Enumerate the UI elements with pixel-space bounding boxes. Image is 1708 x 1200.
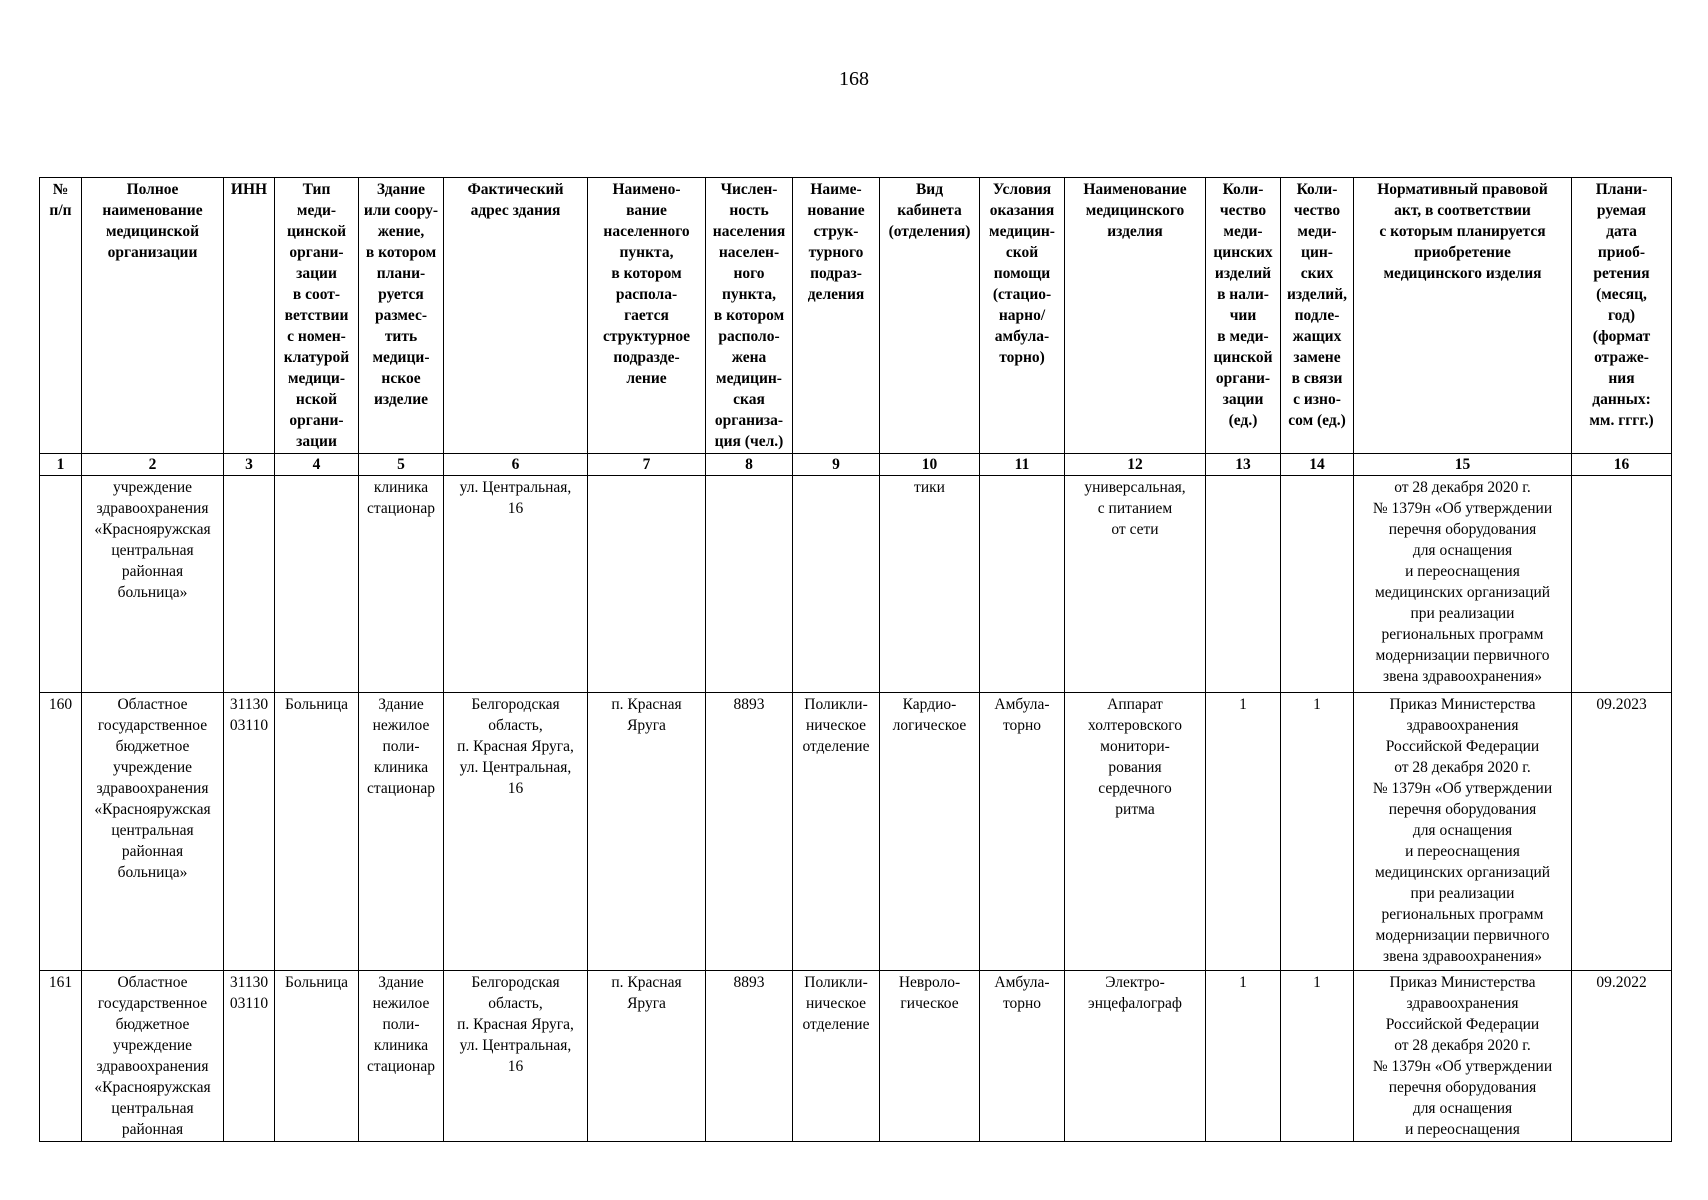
column-number: 5 [359, 454, 444, 476]
cell-address: ул. Центральная, 16 [444, 476, 588, 693]
column-number-row [40, 454, 1672, 476]
cell-inn: 31130 03110 [224, 693, 275, 971]
table-row [40, 971, 1672, 1142]
page-number: 168 [839, 68, 869, 90]
column-number: 2 [82, 454, 224, 476]
column-number: 4 [275, 454, 359, 476]
cell-org-type: Больница [275, 693, 359, 971]
cell-qty-replace: 1 [1281, 693, 1354, 971]
cell-unit [793, 476, 880, 693]
cell-device: Аппарат холтеровского монитори- рования сердечного ритма [1065, 693, 1206, 971]
cell-org-type: Больница [275, 971, 359, 1142]
header-qty-have: Коли- чество меди- цинских изделий в нали- чии в меди- цинской органи- зации (ед.) [1206, 178, 1281, 454]
header-row [40, 178, 1672, 454]
cell-conditions: Амбула- торно [980, 693, 1065, 971]
cell-purchase-date [1572, 476, 1672, 693]
column-number: 10 [880, 454, 980, 476]
cell-settlement: п. Красная Яруга [588, 971, 706, 1142]
cell-purchase-date: 09.2022 [1572, 971, 1672, 1142]
header-org-name: Полное наименование медицинской организации [82, 178, 224, 454]
cell-org-name: Областное государственное бюджетное учреждение здравоохранения «Краснояружская центральная районная [82, 971, 224, 1142]
header-address: Фактический адрес здания [444, 178, 588, 454]
header-unit: Наиме- нование струк- турного подраз- деления [793, 178, 880, 454]
cell-org-type [275, 476, 359, 693]
column-number: 13 [1206, 454, 1281, 476]
cell-population [706, 476, 793, 693]
cell-inn: 31130 03110 [224, 971, 275, 1142]
column-number: 7 [588, 454, 706, 476]
cell-qty-replace: 1 [1281, 971, 1354, 1142]
table-row [40, 476, 1672, 693]
header-cabinet: Вид кабинета (отделения) [880, 178, 980, 454]
cell-unit: Поликли- ническое отделение [793, 971, 880, 1142]
column-number: 14 [1281, 454, 1354, 476]
cell-address: Белгородская область, п. Красная Яруга, ул. Центральная, 16 [444, 693, 588, 971]
header-settlement: Наимено- вание населенного пункта, в котором распола- гается структурное подразде- ление [588, 178, 706, 454]
column-number: 9 [793, 454, 880, 476]
column-number: 12 [1065, 454, 1206, 476]
column-number: 8 [706, 454, 793, 476]
cell-org-name: Областное государственное бюджетное учреждение здравоохранения «Краснояружская центральная районная больница» [82, 693, 224, 971]
column-number: 16 [1572, 454, 1672, 476]
cell-number: 160 [40, 693, 82, 971]
cell-settlement: п. Красная Яруга [588, 693, 706, 971]
cell-building: клиника стационар [359, 476, 444, 693]
header-org-type: Тип меди- цинской органи- зации в соот- ветствии с номен- клатурой медици- нской органи- зации [275, 178, 359, 454]
cell-population: 8893 [706, 693, 793, 971]
table-row [40, 693, 1672, 971]
column-number: 1 [40, 454, 82, 476]
header-building: Здание или соору- жение, в котором плани- руется размес- тить медици- нское изделие [359, 178, 444, 454]
header-population: Числен- ность населения населен- ного пункта, в котором располо- жена медицин- ская организа- ция (чел.) [706, 178, 793, 454]
cell-purchase-date: 09.2023 [1572, 693, 1672, 971]
cell-building: Здание нежилое поли- клиника стационар [359, 971, 444, 1142]
cell-cabinet: Кардио- логическое [880, 693, 980, 971]
cell-device: Электро- энцефалограф [1065, 971, 1206, 1142]
cell-cabinet: тики [880, 476, 980, 693]
header-conditions: Условия оказания медицин- ской помощи (стацио- нарно/ амбула- торно) [980, 178, 1065, 454]
cell-number: 161 [40, 971, 82, 1142]
column-number: 3 [224, 454, 275, 476]
cell-population: 8893 [706, 971, 793, 1142]
equipment-table [39, 177, 1672, 1142]
header-purchase-date: Плани- руемая дата приоб- ретения (месяц, год) (формат отраже- ния данных: мм. гггг.) [1572, 178, 1672, 454]
cell-cabinet: Невроло- гическое [880, 971, 980, 1142]
column-number: 6 [444, 454, 588, 476]
header-device: Наименование медицинского изделия [1065, 178, 1206, 454]
cell-legal-act: Приказ Министерства здравоохранения Российской Федерации от 28 декабря 2020 г. № 1379н «Об утверждении перечня оборудования для оснащения и переоснащения медицинских организаций при реализации региональных программ модернизации первичного звена здравоохранения» [1354, 693, 1572, 971]
cell-inn [224, 476, 275, 693]
cell-legal-act: от 28 декабря 2020 г. № 1379н «Об утверждении перечня оборудования для оснащения и переоснащения медицинских организаций при реализации региональных программ модернизации первичного звена здравоохранения» [1354, 476, 1572, 693]
cell-qty-have [1206, 476, 1281, 693]
cell-qty-replace [1281, 476, 1354, 693]
cell-device: универсальная, с питанием от сети [1065, 476, 1206, 693]
column-number: 15 [1354, 454, 1572, 476]
header-inn: ИНН [224, 178, 275, 454]
cell-unit: Поликли- ническое отделение [793, 693, 880, 971]
cell-qty-have: 1 [1206, 971, 1281, 1142]
header-qty-replace: Коли- чество меди- цин- ских изделий, подле- жащих замене в связи с изно- сом (ед.) [1281, 178, 1354, 454]
cell-conditions [980, 476, 1065, 693]
cell-org-name: учреждение здравоохранения «Краснояружская центральная районная больница» [82, 476, 224, 693]
header-number: № п/п [40, 178, 82, 454]
cell-qty-have: 1 [1206, 693, 1281, 971]
cell-settlement [588, 476, 706, 693]
cell-building: Здание нежилое поли- клиника стационар [359, 693, 444, 971]
header-legal-act: Нормативный правовой акт, в соответствии с которым планируется приобретение медицинского изделия [1354, 178, 1572, 454]
cell-number [40, 476, 82, 693]
cell-conditions: Амбула- торно [980, 971, 1065, 1142]
cell-address: Белгородская область, п. Красная Яруга, ул. Центральная, 16 [444, 971, 588, 1142]
column-number: 11 [980, 454, 1065, 476]
cell-legal-act: Приказ Министерства здравоохранения Российской Федерации от 28 декабря 2020 г. № 1379н «Об утверждении перечня оборудования для оснащения и переоснащения [1354, 971, 1572, 1142]
